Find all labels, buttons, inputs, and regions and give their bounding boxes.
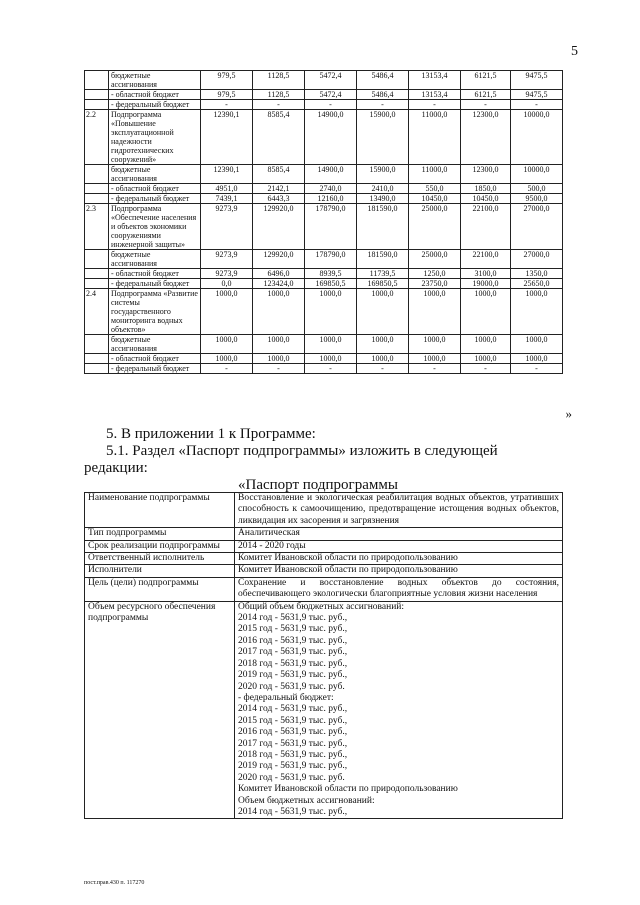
budget-value-cell: - [201,364,253,374]
resource-line: 2017 год - 5631,9 тыс. руб., [238,647,348,658]
resource-line: 2018 год - 5631,9 тыс. руб., [238,749,348,760]
budget-value-cell: 1000,0 [305,354,357,364]
passport-row-executors [85,565,563,577]
budget-value-cell: 181590,0 [357,250,409,269]
budget-value-cell: 13153,4 [409,71,461,90]
budget-value-cell: - [201,100,253,110]
passport-resources-value [235,601,563,819]
budget-value-cell: 979,5 [201,90,253,100]
budget-index [85,71,109,90]
budget-value-cell: 1000,0 [305,335,357,354]
passport-table [84,492,563,819]
budget-value-cell: 500,0 [511,184,563,194]
budget-item-name: - федеральный бюджет [109,364,201,374]
passport-label: Наименование подпрограммы [85,493,235,528]
resource-line: 2020 год - 5631,9 тыс. руб. [238,772,345,783]
budget-index [85,335,109,354]
budget-row [85,165,563,184]
budget-value-cell: 2740,0 [305,184,357,194]
paragraph-5: 5. В приложении 1 к Программе: [106,426,316,442]
budget-index [85,354,109,364]
budget-value-cell: - [511,364,563,374]
budget-value-cell: 5472,4 [305,90,357,100]
budget-value-cell: 1000,0 [511,354,563,364]
paragraph-5-1-cont: редакции: [84,460,148,476]
budget-value-cell: 14900,0 [305,110,357,165]
budget-value-cell: 1350,0 [511,269,563,279]
budget-item-name: - областной бюджет [109,269,201,279]
resource-line: Комитет Ивановской области по природопользованию [238,784,458,795]
budget-item-name: - федеральный бюджет [109,279,201,289]
resource-line: 2019 год - 5631,9 тыс. руб., [238,670,348,681]
budget-value-cell: - [511,100,563,110]
budget-value-cell: 1000,0 [357,354,409,364]
budget-value-cell: - [357,100,409,110]
resource-line: 2015 год - 5631,9 тыс. руб., [238,715,348,726]
budget-value-cell: 6121,5 [461,71,511,90]
budget-row [85,184,563,194]
budget-value-cell: 12160,0 [305,194,357,204]
budget-row [85,90,563,100]
budget-item-name: Подпрограмма «Повышение эксплуатационной надежности гидротехнических сооружений» [109,110,201,165]
budget-row [85,289,563,335]
passport-row-term [85,540,563,552]
budget-value-cell: 1000,0 [253,335,305,354]
budget-row [85,100,563,110]
budget-row [85,194,563,204]
budget-value-cell: 1128,5 [253,90,305,100]
budget-value-cell: 1000,0 [201,289,253,335]
budget-value-cell: - [461,100,511,110]
budget-value-cell: 1000,0 [305,289,357,335]
budget-value-cell: 1000,0 [409,289,461,335]
budget-value-cell: 15900,0 [357,110,409,165]
budget-value-cell: 129920,0 [253,204,305,250]
passport-label: Срок реализации подпрограммы [85,540,235,552]
budget-value-cell: 12300,0 [461,110,511,165]
budget-value-cell: 979,5 [201,71,253,90]
passport-label: Цель (цели) подпрограммы [85,577,235,601]
passport-row-type [85,528,563,540]
budget-item-name: - областной бюджет [109,90,201,100]
budget-value-cell: 169850,5 [357,279,409,289]
budget-value-cell: 1850,0 [461,184,511,194]
budget-value-cell: 7439,1 [201,194,253,204]
budget-value-cell: 25000,0 [409,204,461,250]
budget-value-cell: - [461,364,511,374]
budget-value-cell: 1000,0 [461,289,511,335]
budget-value-cell: 23750,0 [409,279,461,289]
budget-value-cell: 9273,9 [201,250,253,269]
budget-value-cell: 1000,0 [511,289,563,335]
budget-item-name: - федеральный бюджет [109,100,201,110]
budget-index [85,269,109,279]
budget-value-cell: 4951,0 [201,184,253,194]
passport-row-resources [85,601,563,819]
passport-row-name [85,493,563,528]
budget-row [85,110,563,165]
budget-index [85,194,109,204]
budget-value-cell: 0,0 [201,279,253,289]
budget-row [85,354,563,364]
budget-value-cell: 25650,0 [511,279,563,289]
budget-row [85,364,563,374]
budget-index [85,100,109,110]
budget-index: 2.3 [85,204,109,250]
passport-value: 2014 - 2020 годы [235,540,563,552]
budget-value-cell: 1250,0 [409,269,461,279]
budget-row [85,204,563,250]
resource-line: 2014 год - 5631,9 тыс. руб., [238,613,348,624]
budget-table [84,70,563,374]
passport-row-responsible [85,553,563,565]
budget-value-cell: 550,0 [409,184,461,194]
budget-item-name: - областной бюджет [109,354,201,364]
resource-line: 2014 год - 5631,9 тыс. руб., [238,806,348,817]
budget-value-cell: 1000,0 [461,354,511,364]
budget-value-cell: 13153,4 [409,90,461,100]
budget-value-cell: 8585,4 [253,165,305,184]
budget-value-cell: 8939,5 [305,269,357,279]
budget-index [85,279,109,289]
passport-title: «Паспорт подпрограммы [238,477,398,493]
paragraph-5-1: 5.1. Раздел «Паспорт подпрограммы» изложить в следующей [106,443,498,459]
budget-row [85,335,563,354]
budget-value-cell: 1000,0 [253,289,305,335]
resource-line: 2016 год - 5631,9 тыс. руб., [238,727,348,738]
budget-value-cell: 123424,0 [253,279,305,289]
budget-value-cell: 5486,4 [357,71,409,90]
budget-value-cell: - [253,364,305,374]
budget-value-cell: 5472,4 [305,71,357,90]
passport-label: Исполнители [85,565,235,577]
passport-value: Сохранение и восстановление водных объектов до состояния, обеспечивающего экологически благоприятные условия жизни населения [235,577,563,601]
budget-value-cell: 22100,0 [461,250,511,269]
passport-value: Восстановление и экологическая реабилитация водных объектов, утративших способность к самоочищению, предотвращение истощения водных объектов, ликвидация их засорения и загрязнения [235,493,563,528]
budget-value-cell: 3100,0 [461,269,511,279]
budget-value-cell: 178790,0 [305,204,357,250]
passport-row-goal [85,577,563,601]
passport-value: Аналитическая [235,528,563,540]
budget-value-cell: 129920,0 [253,250,305,269]
budget-value-cell: 6443,3 [253,194,305,204]
budget-value-cell: - [409,364,461,374]
page-number: 5 [571,44,578,59]
budget-value-cell: 178790,0 [305,250,357,269]
budget-value-cell: 9475,5 [511,71,563,90]
budget-value-cell: 1000,0 [511,335,563,354]
budget-value-cell: 11739,5 [357,269,409,279]
resource-line: 2017 год - 5631,9 тыс. руб., [238,738,348,749]
budget-value-cell: 2142,1 [253,184,305,194]
budget-value-cell: 9273,9 [201,269,253,279]
resource-line: Объем бюджетных ассигнований: [238,795,375,806]
resource-line: - федеральный бюджет: [238,692,334,703]
budget-value-cell: 10000,0 [511,165,563,184]
budget-value-cell: 10000,0 [511,110,563,165]
budget-index [85,90,109,100]
budget-item-name: бюджетные ассигнования [109,165,201,184]
budget-index [85,165,109,184]
budget-value-cell: 22100,0 [461,204,511,250]
passport-value: Комитет Ивановской области по природопользованию [235,553,563,565]
resource-line: 2019 год - 5631,9 тыс. руб., [238,761,348,772]
budget-value-cell: 27000,0 [511,204,563,250]
budget-value-cell: 11000,0 [409,110,461,165]
budget-value-cell: - [409,100,461,110]
budget-value-cell: 1000,0 [461,335,511,354]
budget-value-cell: 1128,5 [253,71,305,90]
passport-label: Объем ресурсного обеспечения подпрограммы [85,601,235,819]
budget-value-cell: 11000,0 [409,165,461,184]
resource-line: Общий объем бюджетных ассигнований: [238,601,405,612]
budget-value-cell: 10450,0 [409,194,461,204]
budget-value-cell: 5486,4 [357,90,409,100]
budget-value-cell: - [357,364,409,374]
resource-line: 2018 год - 5631,9 тыс. руб., [238,658,348,669]
budget-value-cell: 27000,0 [511,250,563,269]
budget-row [85,269,563,279]
budget-value-cell: 25000,0 [409,250,461,269]
budget-item-name: - федеральный бюджет [109,194,201,204]
budget-value-cell: 10450,0 [461,194,511,204]
resource-line: 2014 год - 5631,9 тыс. руб., [238,704,348,715]
budget-item-name: Подпрограмма «Обеспечение населения и объектов экономики сооружениями инженерной защиты» [109,204,201,250]
resource-line: 2020 год - 5631,9 тыс. руб. [238,681,345,692]
budget-value-cell: 1000,0 [357,335,409,354]
budget-row [85,250,563,269]
budget-value-cell: 1000,0 [201,335,253,354]
resource-line: 2016 год - 5631,9 тыс. руб., [238,635,348,646]
budget-value-cell: 15900,0 [357,165,409,184]
budget-value-cell: 6496,0 [253,269,305,279]
budget-value-cell: 9273,9 [201,204,253,250]
budget-value-cell: 8585,4 [253,110,305,165]
budget-value-cell: 2410,0 [357,184,409,194]
budget-value-cell: 181590,0 [357,204,409,250]
budget-value-cell: - [305,364,357,374]
budget-value-cell: 9500,0 [511,194,563,204]
budget-item-name: - областной бюджет [109,184,201,194]
budget-item-name: бюджетные ассигнования [109,71,201,90]
budget-value-cell: 19000,0 [461,279,511,289]
budget-value-cell: 1000,0 [409,354,461,364]
passport-value: Комитет Ивановской области по природопользованию [235,565,563,577]
budget-row [85,279,563,289]
resource-line: 2015 год - 5631,9 тыс. руб., [238,624,348,635]
budget-index [85,250,109,269]
budget-row [85,71,563,90]
budget-value-cell: 1000,0 [201,354,253,364]
budget-value-cell: 1000,0 [357,289,409,335]
budget-index [85,184,109,194]
budget-value-cell: - [253,100,305,110]
budget-value-cell: 13490,0 [357,194,409,204]
budget-value-cell: 12390,1 [201,110,253,165]
budget-item-name: Подпрограмма «Развитие системы государственного мониторинга водных объектов» [109,289,201,335]
budget-value-cell: 9475,5 [511,90,563,100]
budget-item-name: бюджетные ассигнования [109,335,201,354]
budget-index: 2.4 [85,289,109,335]
passport-label: Тип подпрограммы [85,528,235,540]
closing-quote: » [565,406,572,421]
passport-label: Ответственный исполнитель [85,553,235,565]
budget-value-cell: 1000,0 [253,354,305,364]
budget-index: 2.2 [85,110,109,165]
budget-value-cell: 14900,0 [305,165,357,184]
budget-value-cell: - [305,100,357,110]
budget-index [85,364,109,374]
budget-value-cell: 12390,1 [201,165,253,184]
budget-value-cell: 6121,5 [461,90,511,100]
budget-item-name: бюджетные ассигнования [109,250,201,269]
budget-value-cell: 1000,0 [409,335,461,354]
footer-note: пост.прав.430 п. 117270 [84,880,145,886]
budget-value-cell: 12300,0 [461,165,511,184]
budget-value-cell: 169850,5 [305,279,357,289]
